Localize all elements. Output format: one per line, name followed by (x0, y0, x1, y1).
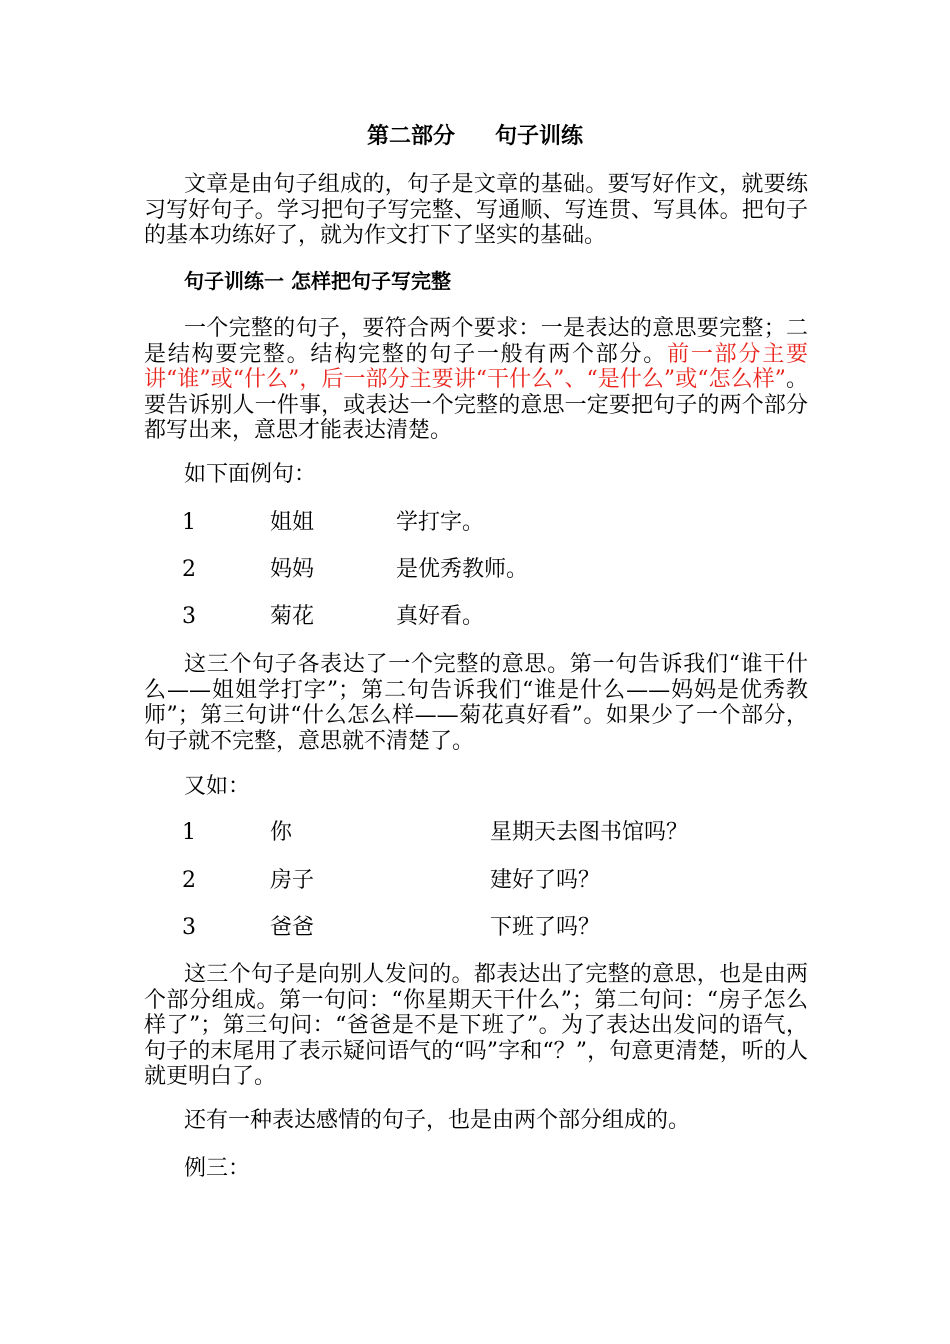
example-predicate: 学打字。 (396, 510, 485, 535)
title-part: 第二部分 (366, 124, 455, 149)
example-predicate: 是优秀教师。 (396, 557, 529, 582)
example-predicate: 星期天去图书馆吗？ (490, 820, 689, 845)
example-subject: 爸爸 (270, 915, 315, 940)
intro-paragraph: 文章是由句子组成的，句子是文章的基础。要写好作文，就要练习写好句子。学习把句子写完整、写通顺、写连贯、写具体。把句子的基本功练好了，就为作文打下了坚实的基础。 (144, 172, 808, 248)
example-predicate: 建好了吗？ (490, 868, 601, 893)
paragraph-requirements (144, 316, 808, 444)
page-title (0, 122, 950, 152)
section-heading: 句子训练一 怎样把句子写完整 (184, 269, 451, 293)
example-subject: 房子 (270, 868, 315, 893)
example-predicate: 下班了吗？ (490, 915, 601, 940)
example-number: 1 (182, 820, 196, 845)
para1-text-after: 。要告诉别人一件事，或表达一个完整的意思一定要把句子的两个部分都写出来，意思才能表达清楚。 (144, 367, 808, 443)
example-predicate: 真好看。 (396, 604, 485, 629)
example-subject: 菊花 (270, 604, 315, 629)
paragraph-explanation-1: 这三个句子各表达了一个完整的意思。第一句告诉我们“谁干什么——姐姐学打字”；第二句告诉我们“谁是什么——妈妈是优秀教师”；第三句讲“什么怎么样——菊花真好看”。如果少了一个部分，句子就不完整，意思就不清楚了。 (144, 652, 808, 754)
example-number: 1 (182, 510, 196, 535)
example-number: 2 (182, 557, 196, 582)
para1-highlight: 前一部分主要讲“谁”或“什么”，后一部分主要讲“干什么”、“是什么”或“怎么样” (144, 341, 808, 392)
example-intro-3: 例三： (184, 1156, 251, 1181)
example-subject: 妈妈 (270, 557, 315, 582)
example-number: 3 (182, 604, 196, 629)
example-subject: 姐姐 (270, 510, 315, 535)
paragraph-explanation-2: 这三个句子是向别人发问的。都表达出了完整的意思，也是由两个部分组成。第一句问：“你星期天干什么”；第二句问：“房子怎么样了”；第三句问：“爸爸是不是下班了”。为了表达出发问的语气，句子的末尾用了表示疑问语气的“吗”字和“？”，句意更清楚，听的人就更明白了。 (144, 962, 808, 1089)
paragraph-emotion-intro: 还有一种表达感情的句子，也是由两个部分组成的。 (184, 1108, 691, 1133)
para1-text-before: 一个完整的句子，要符合两个要求：一是表达的意思要完整；二是结构要完整。结构完整的句子一般有两个部分。 (144, 316, 808, 367)
example-intro-2: 又如： (184, 774, 251, 799)
example-number: 3 (182, 915, 196, 940)
example-subject: 你 (270, 820, 293, 845)
title-name: 句子训练 (495, 124, 584, 149)
example-number: 2 (182, 868, 196, 893)
example-intro: 如下面例句： (184, 462, 317, 487)
